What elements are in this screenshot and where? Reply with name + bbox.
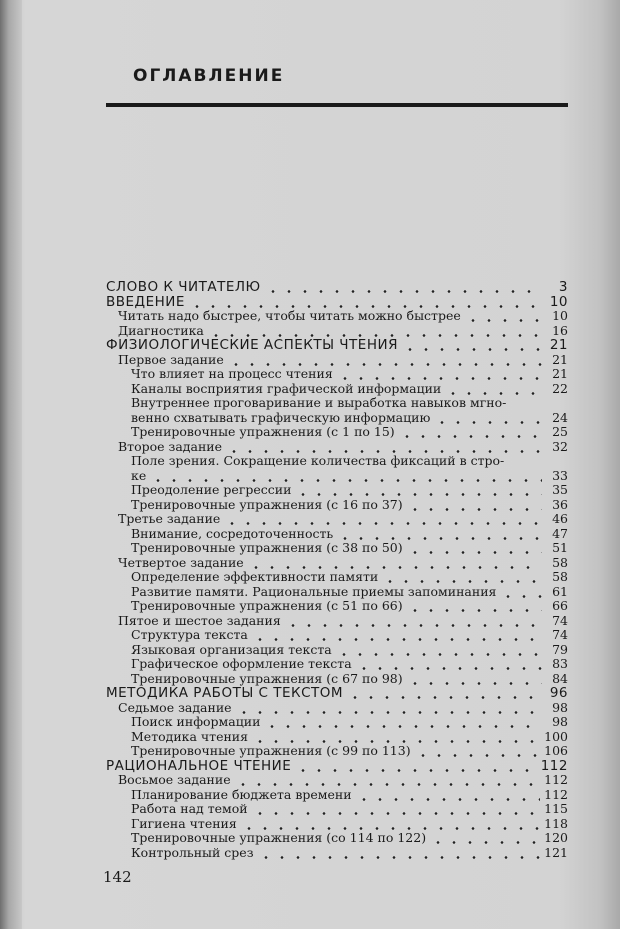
toc-entry-page: 46 <box>552 511 568 526</box>
toc-entry-page: 22 <box>552 380 568 396</box>
page-number: 142 <box>103 868 132 886</box>
toc-leader-dots <box>265 285 542 294</box>
toc-entry-title: Четвертое задание <box>118 554 244 570</box>
toc-entry <box>131 802 568 816</box>
toc-entry-title: Поле зрения. Сокращение количества фиксаций в стро- <box>131 453 505 468</box>
toc-leader-dots <box>382 575 542 584</box>
toc-entry-page: 36 <box>552 496 568 512</box>
toc-entry-page: 121 <box>544 844 568 860</box>
toc-entry <box>118 353 568 367</box>
toc-entry <box>131 744 568 758</box>
toc-entry-title: Внимание, сосредоточенность <box>131 525 334 541</box>
toc-entry-page: 58 <box>552 569 568 584</box>
toc-entry <box>106 759 568 773</box>
toc-entry-title: ВВЕДЕНИЕ <box>106 293 185 310</box>
toc-entry <box>118 309 568 323</box>
toc-entry <box>106 295 568 309</box>
toc-entry <box>131 425 568 439</box>
title-rule <box>106 103 568 107</box>
toc-leader-dots <box>336 648 542 657</box>
toc-entry-page: 16 <box>552 322 568 338</box>
toc-entry-title: Тренировочные упражнения (с 51 по 66) <box>131 598 403 613</box>
toc-leader-dots <box>236 706 542 715</box>
toc-leader-dots <box>337 372 542 381</box>
toc-leader-dots <box>347 691 542 700</box>
toc-entry-title: ФИЗИОЛОГИЧЕСКИЕ АСПЕКТЫ ЧТЕНИЯ <box>106 337 398 353</box>
toc-leader-dots <box>407 677 542 686</box>
toc-entry-page: 98 <box>552 699 568 715</box>
toc-entry-title: Третье задание <box>118 511 221 526</box>
toc-entry-title: ке <box>131 467 147 483</box>
toc-entry-title: Развитие памяти. Рациональные приемы запоминания <box>131 583 497 599</box>
toc-entry <box>131 527 568 541</box>
toc-leader-dots <box>252 807 541 816</box>
toc-entry <box>131 382 568 396</box>
toc-entry <box>131 817 568 831</box>
toc-entry <box>131 599 568 613</box>
toc-entry-title: Графическое оформление текста <box>131 656 352 671</box>
toc-leader-dots <box>465 314 542 323</box>
toc-entry-page: 112 <box>544 772 568 787</box>
toc-entry <box>131 585 568 599</box>
toc-entry-page: 33 <box>552 467 568 483</box>
toc-entry <box>118 614 568 628</box>
toc-entry-title: Работа над темой <box>131 801 248 816</box>
toc-entry-page: 21 <box>549 337 568 353</box>
toc-leader-dots <box>264 720 542 729</box>
toc-leader-dots <box>407 503 542 512</box>
toc-entry-page: 24 <box>552 409 568 425</box>
toc-entry-title: Что влияет на процесс чтения <box>131 366 333 381</box>
toc-entry <box>131 411 568 425</box>
toc-entry <box>131 788 568 802</box>
toc-entry-page: 10 <box>552 308 568 323</box>
toc-leader-dots <box>224 517 542 526</box>
toc-entry <box>118 324 568 338</box>
toc-entry <box>131 469 568 483</box>
toc-entry-title: венно схватывать графическую информацию <box>131 409 431 425</box>
toc-entry <box>106 686 568 700</box>
toc-entry-title: Определение эффективности памяти <box>131 569 379 584</box>
toc-entry <box>106 338 568 352</box>
toc-leader-dots <box>407 546 542 555</box>
toc-leader-dots <box>402 343 542 352</box>
toc-entry-page: 25 <box>552 424 568 439</box>
toc-entry <box>131 715 568 729</box>
toc-leader-dots <box>235 778 541 787</box>
toc-entry <box>131 672 568 686</box>
toc-entry <box>131 831 568 845</box>
toc-entry-page: 84 <box>552 670 568 686</box>
toc-entry-page: 35 <box>552 482 568 497</box>
toc-leader-dots <box>407 604 542 613</box>
toc-leader-dots <box>434 416 542 425</box>
toc-entry <box>131 846 568 860</box>
toc-entry-title: Седьмое задание <box>118 699 232 715</box>
toc-leader-dots <box>508 459 542 468</box>
toc-entry-title: Тренировочные упражнения (с 99 по 113) <box>131 743 411 758</box>
toc-entry-title: Поиск информации <box>131 714 261 729</box>
toc-entry <box>131 396 568 410</box>
toc-entry-page: 118 <box>544 815 568 831</box>
toc-entry-page: 58 <box>552 554 568 570</box>
toc-entry <box>131 570 568 584</box>
toc-entry-page: 47 <box>552 525 568 541</box>
toc-entry-title: Методика чтения <box>131 728 249 744</box>
toc-entry-title: Структура текста <box>131 627 248 642</box>
toc-entry-title: Гигиена чтения <box>131 815 237 831</box>
toc-entry-page: 66 <box>552 598 568 613</box>
toc-entry-page: 32 <box>552 438 568 454</box>
toc-entry-page: 74 <box>552 627 568 642</box>
toc-entry-page: 51 <box>552 540 568 555</box>
toc-leader-dots <box>252 633 542 642</box>
toc-entry-page: 21 <box>552 366 568 381</box>
toc-entry-title: Каналы восприятия графической информации <box>131 380 442 396</box>
toc-leader-dots <box>430 836 540 845</box>
toc-entry-title: Тренировочные упражнения (с 16 по 37) <box>131 496 403 512</box>
toc-leader-dots <box>356 662 542 671</box>
toc-entry-page: 112 <box>544 786 568 802</box>
toc-entry-page: 112 <box>540 757 568 774</box>
toc-entry <box>131 628 568 642</box>
toc-entry <box>118 512 568 526</box>
toc-entry-title: Восьмое задание <box>118 772 231 787</box>
toc-entry <box>131 367 568 381</box>
toc-entry-title: Читать надо быстрее, чтобы читать можно быстрее <box>118 308 461 323</box>
toc-entry <box>131 730 568 744</box>
toc-entry-title: Тренировочные упражнения (с 67 по 98) <box>131 670 403 686</box>
toc-entry-page: 100 <box>544 728 568 744</box>
book-spine <box>0 0 22 929</box>
toc-leader-dots <box>510 401 542 410</box>
toc-entry-page: 83 <box>552 656 568 671</box>
toc-entry-page: 96 <box>549 685 568 701</box>
toc-leader-dots <box>295 764 536 773</box>
toc-leader-dots <box>500 590 542 599</box>
toc-entry-title: РАЦИОНАЛЬНОЕ ЧТЕНИЕ <box>106 757 292 774</box>
toc-entry <box>131 541 568 555</box>
toc-entry-title: Внутреннее проговаривание и выработка навыков мгно- <box>131 395 507 410</box>
toc-entry-page: 115 <box>544 801 568 816</box>
toc-entry <box>118 440 568 454</box>
toc-entry-page: 3 <box>558 279 568 295</box>
toc-leader-dots <box>399 430 542 439</box>
toc-entry-page: 10 <box>549 293 568 310</box>
toc-entry-title: Контрольный срез <box>131 844 254 860</box>
toc-leader-dots <box>356 793 541 802</box>
toc-entry-title: Тренировочные упражнения (с 1 по 15) <box>131 424 395 439</box>
toc-entry <box>131 643 568 657</box>
toc-entry-title: Тренировочные упражнения (с 38 по 50) <box>131 540 403 555</box>
toc-entry <box>118 556 568 570</box>
toc-entry-title: Первое задание <box>118 351 224 367</box>
toc-entry-title: Планирование бюджета времени <box>131 786 352 802</box>
toc-leader-dots <box>295 488 542 497</box>
toc-entry-page: 120 <box>544 830 568 845</box>
toc-entry-page: 79 <box>552 641 568 657</box>
toc-leader-dots <box>258 851 541 860</box>
toc-entry-page: 98 <box>552 714 568 729</box>
toc-entry-title: Диагностика <box>118 322 204 338</box>
toc-entry-page: 74 <box>552 612 568 628</box>
toc-entry <box>131 483 568 497</box>
toc-entry <box>118 773 568 787</box>
toc-entry-title: СЛОВО К ЧИТАТЕЛЮ <box>106 279 261 295</box>
toc-entry-title: Второе задание <box>118 438 223 454</box>
toc-entry-title: Пятое и шестое задания <box>118 612 281 628</box>
toc-entry-title: Языковая организация текста <box>131 641 332 657</box>
page-title: ОГЛАВЛЕНИЕ <box>133 66 285 86</box>
toc-entry <box>118 701 568 715</box>
toc-entry-page: 21 <box>552 351 568 367</box>
toc-entry-title: МЕТОДИКА РАБОТЫ С ТЕКСТОМ <box>106 685 344 701</box>
toc-entry <box>131 454 568 468</box>
toc-leader-dots <box>415 749 541 758</box>
toc-entry-title: Преодоление регрессии <box>131 482 292 497</box>
toc-entry-page: 106 <box>544 743 568 758</box>
toc-entry-title: Тренировочные упражнения (со 114 по 122) <box>131 830 427 845</box>
toc-entry <box>106 280 568 294</box>
toc-entry <box>131 657 568 671</box>
toc-entry-page: 61 <box>552 583 568 599</box>
toc-leader-dots <box>285 619 542 628</box>
toc-entry <box>131 498 568 512</box>
